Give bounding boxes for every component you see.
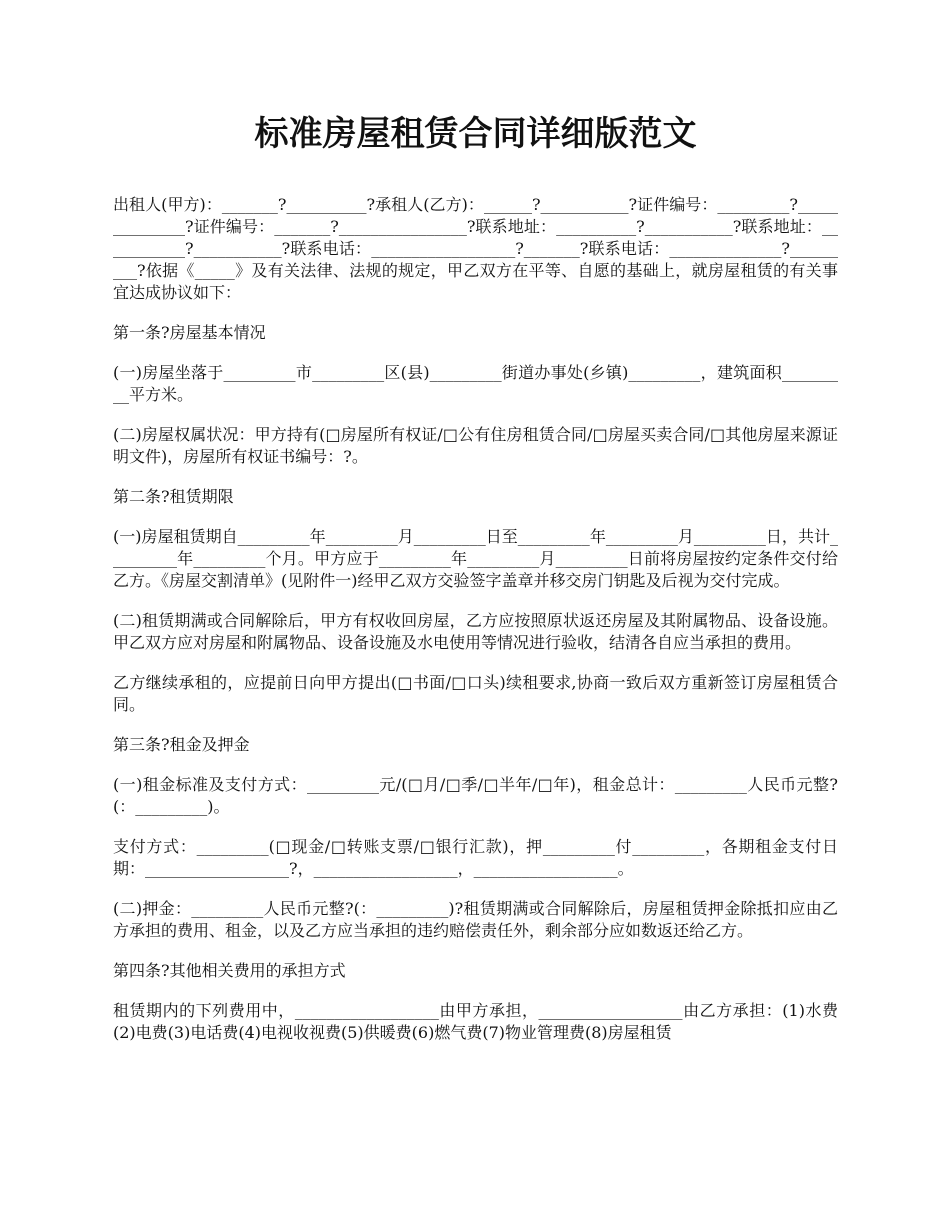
article-2-heading: 第二条?租赁期限 <box>113 487 234 506</box>
lease-renewal-paragraph: 乙方继续承租的，应提前日向甲方提出(□书面/□口头)续租要求,协商一致后双方重新签订房屋租赁合同。 <box>113 673 838 714</box>
payment-method-paragraph: 支付方式：_________(□现金/□转账支票/□银行汇款)，押_________付_________，各期租金支付日期：__________________?，__________________，__________________。 <box>113 837 838 878</box>
fee-allocation-paragraph: 租赁期内的下列费用中，__________________由甲方承担，__________________由乙方承担：(1)水费(2)电费(3)电话费(4)电视收视费(5)供暖费(6)燃气费(7)物业管理费(8)房屋租赁 <box>113 1001 838 1042</box>
party-information-paragraph: 出租人(甲方)：_______?__________?承租人(乙方)：______?___________?证件编号：_________?______________?证件编号：_______?________________?联系地址：__________?___________?联系地址：___________?___________?联系电话：__________________?_______?联系电话：______________?_________?依据《_____》及有关法律、法规的规定，甲乙双方在平等、自愿的基础上，就房屋租赁的有关事宜达成协议如下： <box>113 195 838 302</box>
article-4-heading: 第四条?其他相关费用的承担方式 <box>113 961 346 980</box>
document-title: 标准房屋租赁合同详细版范文 <box>254 114 697 154</box>
property-ownership-paragraph: (二)房屋权属状况：甲方持有(□房屋所有权证/□公有住房租赁合同/□房屋买卖合同/□其他房屋来源证明文件)，房屋所有权证书编号：?。 <box>113 425 838 466</box>
lease-term-paragraph: (一)房屋租赁期自_________年_________月_________日至_________年_________月_________日，共计_________年_________个月。甲方应于_________年_________月_________日前将房屋按约定条件交付给乙方。《房屋交割清单》(见附件一)经甲乙双方交验签字盖章并移交房门钥匙及后视为交付完成。 <box>113 527 838 590</box>
article-1-heading: 第一条?房屋基本情况 <box>113 323 266 342</box>
deposit-paragraph: (二)押金：_________人民币元整?(：_________)?租赁期满或合同解除后，房屋租赁押金除抵扣应由乙方承担的费用、租金，以及乙方应当承担的违约赔偿责任外，剩余部分应如数返还给乙方。 <box>113 899 838 940</box>
rent-standard-paragraph: (一)租金标准及支付方式：_________元/(□月/□季/□半年/□年)，租金总计：_________人民币元整?(：_________)。 <box>113 775 838 816</box>
property-location-paragraph: (一)房屋坐落于_________市_________区(县)_________街道办事处(乡镇)_________，建筑面积_________平方米。 <box>113 363 838 404</box>
article-3-heading: 第三条?租金及押金 <box>113 735 250 754</box>
lease-expiry-paragraph: (二)租赁期满或合同解除后，甲方有权收回房屋，乙方应按照原状返还房屋及其附属物品、设备设施。甲乙双方应对房屋和附属物品、设备设施及水电使用等情况进行验收，结清各自应当承担的费用。 <box>113 611 838 652</box>
